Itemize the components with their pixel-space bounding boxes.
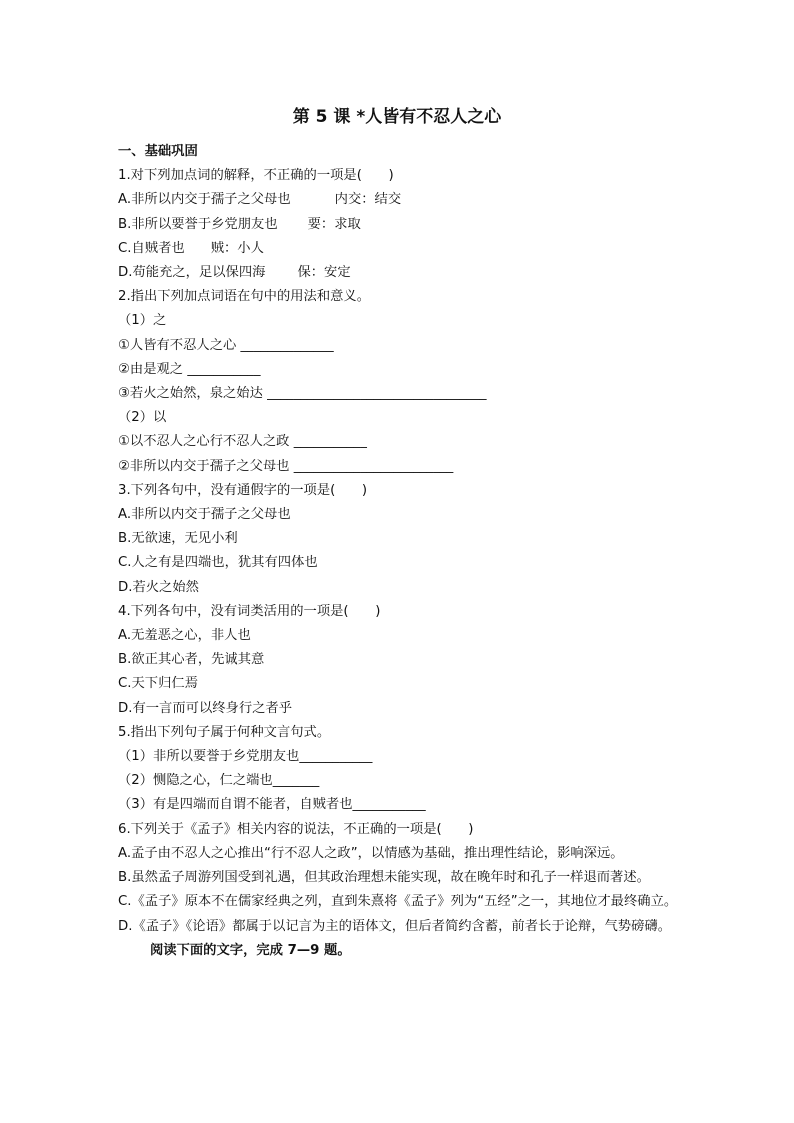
question-6-option-b: B.虽然孟子周游列国受到礼遇，但其政治理想未能实现，故在晚年时和孔子一样退而著述。 <box>118 870 650 886</box>
option-text: D.苟能充之，足以保四海 <box>118 265 266 281</box>
question-2-item-4: ①以不忍人之心行不忍人之政 ___________ <box>118 434 367 450</box>
question-5-item-1: （1）非所以要誉于乡党朋友也___________ <box>118 749 373 765</box>
document-body <box>118 140 690 963</box>
reading-prompt: 阅读下面的文字，完成 7—9 题。 <box>150 942 351 958</box>
question-2-stem: 2.指出下列加点词语在句中的用法和意义。 <box>118 289 371 305</box>
question-2-subheading-1: （1）之 <box>118 313 167 329</box>
option-gloss: 内交：结交 <box>334 192 402 208</box>
question-2-item-2: ②由是观之 ___________ <box>118 361 261 377</box>
page-title: 第 5 课 *人皆有不忍人之心 <box>292 107 502 127</box>
question-4-stem: 4.下列各句中，没有词类活用的一项是( ) <box>118 603 381 619</box>
option-gloss: 贼：小人 <box>210 240 264 256</box>
question-3-option-d: D.若火之始然 <box>118 579 199 595</box>
question-3-stem: 3.下列各句中，没有通假字的一项是( ) <box>118 482 368 498</box>
question-6-option-a: A.孟子由不忍人之心推出“行不忍人之政”，以情感为基础，推出理性结论，影响深远。 <box>118 845 624 861</box>
question-3-option-a: A.非所以内交于孺子之父母也 <box>118 507 291 523</box>
question-4-option-b: B.欲正其心者，先诚其意 <box>118 652 265 668</box>
question-1-option-d <box>118 261 690 285</box>
question-3-option-c: C.人之有是四端也，犹其有四体也 <box>118 555 318 571</box>
question-5-item-2: （2）恻隐之心，仁之端也_______ <box>118 773 320 789</box>
question-1-option-a <box>118 188 690 212</box>
option-gloss: 保：安定 <box>297 265 351 281</box>
option-text: B.非所以要誉于乡党朋友也 <box>118 216 278 232</box>
question-5-stem: 5.指出下列句子属于何种文言句式。 <box>118 724 331 740</box>
question-2-subheading-2: （2）以 <box>118 410 167 426</box>
option-text: C.自贼者也 <box>118 240 185 256</box>
option-gloss: 要：求取 <box>307 216 361 232</box>
section-heading: 一、基础巩固 <box>118 144 198 159</box>
question-3-option-b: B.无欲速，无见小利 <box>118 531 238 547</box>
question-5-item-3: （3）有是四端而自谓不能者，自贼者也___________ <box>118 797 426 813</box>
question-1-stem: 1.对下列加点词的解释，不正确的一项是( ) <box>118 168 394 184</box>
option-text: A.非所以内交于孺子之父母也 <box>118 192 291 208</box>
question-2-item-1: ①人皆有不忍人之心 ______________ <box>118 337 334 353</box>
question-1-option-c <box>118 237 690 261</box>
question-2-item-5: ②非所以内交于孺子之父母也 ________________________ <box>118 458 454 474</box>
question-6-option-c: C.《孟子》原本不在儒家经典之列，直到朱熹将《孟子》列为“五经”之一，其地位才最终确立。 <box>118 894 678 910</box>
question-6-stem: 6.下列关于《孟子》相关内容的说法，不正确的一项是( ) <box>118 821 474 837</box>
question-4-option-c: C.天下归仁焉 <box>118 676 198 692</box>
question-2-item-3: ③若火之始然，泉之始达 _________________________________ <box>118 386 487 402</box>
question-6-option-d: D.《孟子》《论语》都属于以记言为主的语体文，但后者简约含蓄，前者长于论辩，气势磅礴。 <box>118 918 671 934</box>
question-1-option-b <box>118 213 690 237</box>
question-4-option-d: D.有一言而可以终身行之者乎 <box>118 700 293 716</box>
question-4-option-a: A.无羞恶之心，非人也 <box>118 628 251 644</box>
